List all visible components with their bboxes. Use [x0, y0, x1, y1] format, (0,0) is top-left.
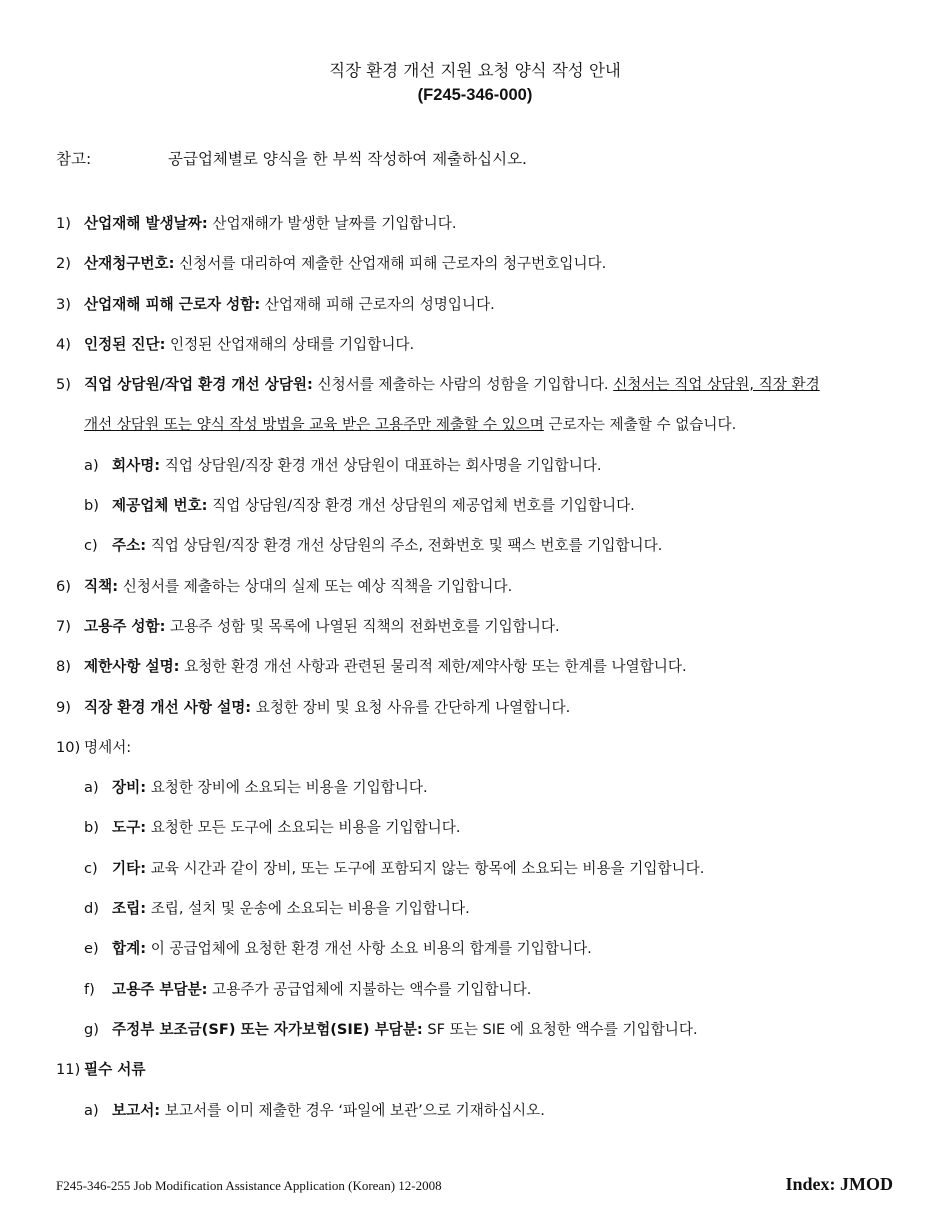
list-item-continuation	[56, 415, 886, 455]
item-term: 주소:	[112, 537, 147, 555]
list-item	[56, 577, 886, 617]
item-number: 2)	[56, 255, 71, 273]
sub-item	[56, 939, 886, 979]
underlined-note: 신청서는 직업 상담원, 직장 환경	[613, 376, 820, 394]
title-line: 직장 환경 개선 지원 요청 양식 작성 안내	[329, 61, 621, 80]
sub-item-letter: c)	[84, 537, 98, 555]
sub-item	[56, 899, 886, 939]
instruction-list	[56, 214, 886, 1141]
item-desc: 직업 상담원/직장 환경 개선 상담원의 제공업체 번호를 기입합니다.	[212, 497, 635, 515]
sub-item-letter: b)	[84, 497, 99, 515]
note-text: 공급업체별로 양식을 한 부씩 작성하여 제출하십시오.	[168, 150, 527, 168]
item-term: 기타:	[112, 859, 147, 877]
item-term: 회사명:	[112, 456, 161, 474]
item-term: 직장 환경 개선 사항 설명:	[84, 698, 252, 716]
item-number: 10)	[56, 738, 81, 756]
list-item	[56, 214, 886, 254]
item-number: 5)	[56, 376, 71, 394]
sub-item	[56, 778, 886, 818]
sub-item	[56, 1101, 886, 1141]
item-desc: 요청한 장비에 소요되는 비용을 기입합니다.	[150, 779, 428, 797]
footer-form-id: F245-346-255 Job Modification Assistance Application (Korean) 12-2008	[56, 1178, 442, 1193]
item-desc: 직업 상담원/직장 환경 개선 상담원이 대표하는 회사명을 기입합니다.	[164, 456, 602, 474]
item-desc: 이 공급업체에 요청한 환경 개선 사항 소요 비용의 합계를 기입합니다.	[150, 940, 592, 958]
list-item	[56, 375, 886, 415]
sub-item	[56, 859, 886, 899]
item-number: 1)	[56, 215, 71, 232]
sub-item	[56, 1020, 886, 1060]
sub-item-letter: f)	[84, 980, 95, 998]
list-item	[56, 254, 886, 294]
item-desc: 교육 시간과 같이 장비, 또는 도구에 포함되지 않는 항목에 소요되는 비용을 기입합니다.	[150, 859, 705, 877]
item-desc: 요청한 장비 및 요청 사유를 간단하게 나열합니다.	[255, 698, 571, 716]
item-term: 제한사항 설명:	[84, 658, 180, 676]
item-term: 고용주 성함:	[84, 617, 166, 635]
sub-item-letter: d)	[84, 900, 99, 918]
item-term: 산재청구번호:	[84, 255, 175, 273]
item-term: 직업 상담원/작업 환경 개선 상담원:	[84, 376, 313, 394]
item-number: 11)	[56, 1061, 81, 1079]
document-title	[0, 58, 950, 108]
item-term: 제공업체 번호:	[112, 497, 208, 515]
list-item	[56, 295, 886, 335]
sub-item	[56, 980, 886, 1020]
item-term: 인정된 진단:	[84, 335, 166, 353]
form-number: (F245-346-000)	[417, 86, 533, 104]
item-term: 도구:	[112, 819, 147, 837]
item-desc: 신청서를 제출하는 상대의 실제 또는 예상 직책을 기입합니다.	[122, 577, 513, 595]
item-number: 6)	[56, 577, 71, 595]
item-term: 산업재해 발생날짜:	[84, 215, 208, 232]
item-desc: 신청서를 대리하여 제출한 산업재해 피해 근로자의 청구번호입니다.	[179, 255, 607, 273]
item-number: 3)	[56, 295, 71, 313]
item-term: 고용주 부담분:	[112, 980, 208, 998]
list-item	[56, 617, 886, 657]
list-item	[56, 335, 886, 375]
item-term: 조립:	[112, 900, 147, 918]
item-desc: 고용주 성함 및 목록에 나열된 직책의 전화번호를 기입합니다.	[170, 617, 560, 635]
item-number: 8)	[56, 658, 71, 676]
item-desc: 조립, 설치 및 운송에 소요되는 비용을 기입합니다.	[150, 900, 470, 918]
sub-item-letter: c)	[84, 859, 98, 877]
sub-item	[56, 818, 886, 858]
sub-item-letter: b)	[84, 819, 99, 837]
sub-item-letter: g)	[84, 1020, 99, 1038]
note-label: 참고:	[56, 150, 92, 168]
item-desc: SF 또는 SIE 에 요청한 액수를 기입합니다.	[427, 1020, 698, 1038]
item-desc: 요청한 모든 도구에 소요되는 비용을 기입합니다.	[150, 819, 461, 837]
item-term: 주정부 보조금(SF) 또는 자가보험(SIE) 부담분:	[112, 1020, 423, 1038]
item-desc: 산업재해가 발생한 날짜를 기입합니다.	[212, 215, 457, 232]
sub-item-letter: a)	[84, 779, 99, 797]
item-number: 7)	[56, 617, 71, 635]
note	[56, 147, 527, 169]
item-desc: 산업재해 피해 근로자의 성명입니다.	[264, 295, 495, 313]
item-desc: 고용주가 공급업체에 지불하는 액수를 기입합니다.	[212, 980, 532, 998]
item-number: 4)	[56, 335, 71, 353]
list-item	[56, 698, 886, 738]
item-desc: 요청한 환경 개선 사항과 관련된 물리적 제한/제약사항 또는 한계를 나열합니다.	[184, 658, 687, 676]
item-term: 직책:	[84, 577, 119, 595]
item-desc: 신청서를 제출하는 사람의 성함을 기입합니다.	[317, 376, 609, 394]
list-item	[56, 1060, 886, 1100]
footer-index: Index: JMOD	[785, 1174, 893, 1194]
underlined-note: 개선 상담원 또는 양식 작성 방법을 교육 받은 고용주만 제출할 수 있으며	[84, 416, 544, 434]
sub-item	[56, 456, 886, 496]
list-item	[56, 738, 886, 778]
item-term: 보고서:	[112, 1101, 161, 1119]
item-desc: 근로자는 제출할 수 없습니다.	[548, 416, 737, 434]
sub-item-letter: e)	[84, 940, 99, 958]
item-term: 장비:	[112, 779, 147, 797]
item-term: 산업재해 피해 근로자 성함:	[84, 295, 261, 313]
item-desc: 인정된 산업재해의 상태를 기입합니다.	[170, 335, 415, 353]
sub-item	[56, 496, 886, 536]
list-item	[56, 657, 886, 697]
sub-item	[56, 536, 886, 576]
sub-item-letter: a)	[84, 456, 99, 474]
item-term: 합계:	[112, 940, 147, 958]
item-term: 필수 서류	[84, 1061, 146, 1079]
sub-item-letter: a)	[84, 1101, 99, 1119]
item-number: 9)	[56, 698, 71, 716]
item-desc: 보고서를 이미 제출한 경우 ‘파일에 보관’으로 기재하십시오.	[164, 1101, 545, 1119]
item-desc: 직업 상담원/직장 환경 개선 상담원의 주소, 전화번호 및 팩스 번호를 기입합니다.	[150, 537, 663, 555]
item-term: 명세서:	[84, 738, 132, 756]
